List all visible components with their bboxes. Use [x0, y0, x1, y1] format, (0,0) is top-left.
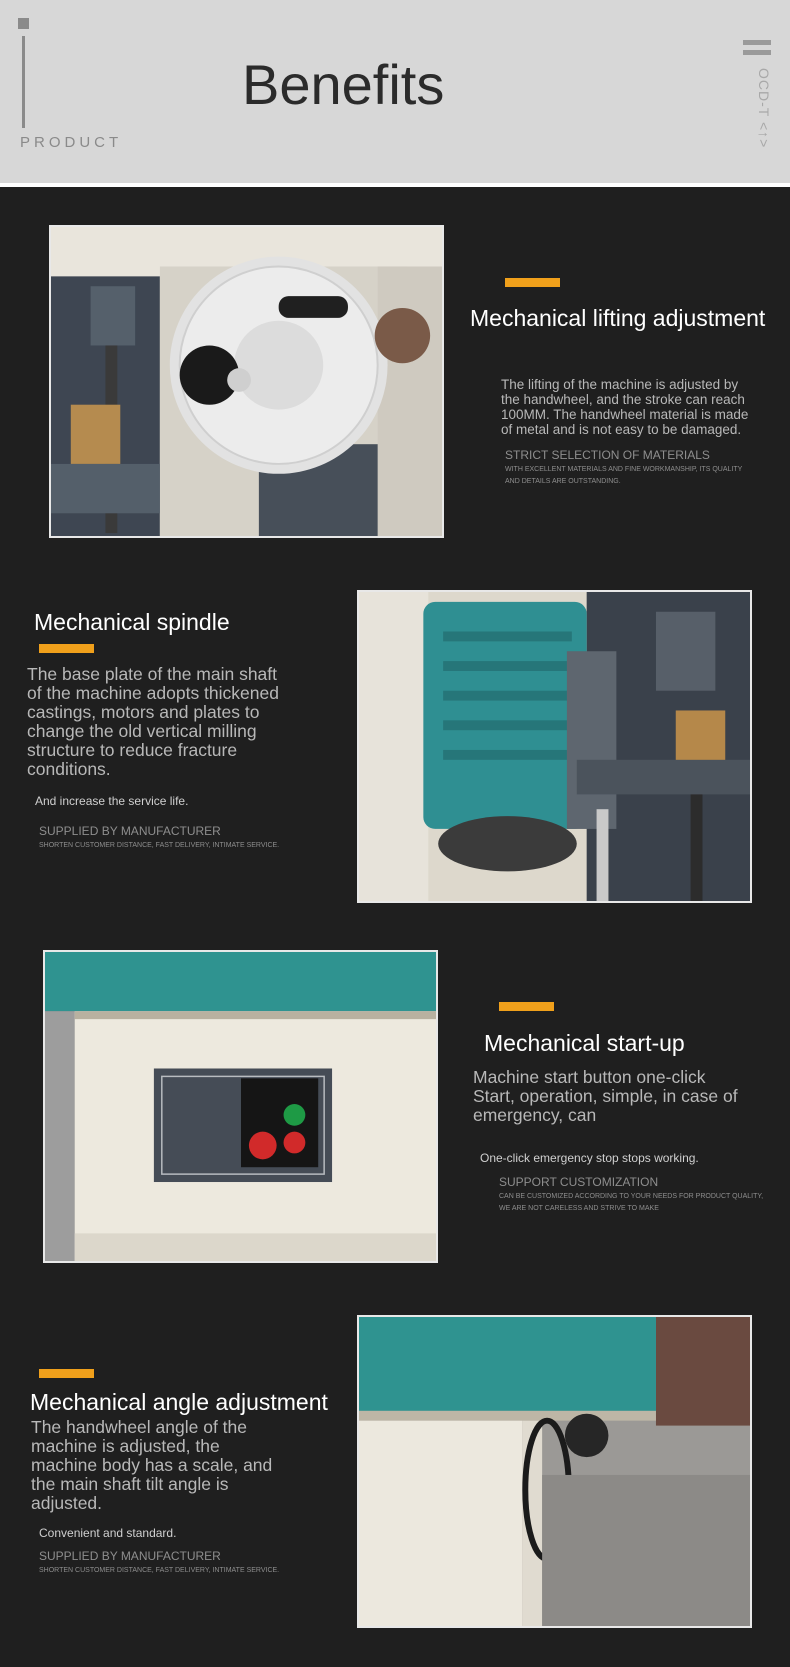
- start-button-panel-photo: [43, 950, 438, 1263]
- section-description: Machine start button one-click Start, operation, simple, in case of emergency, can: [473, 1067, 738, 1125]
- section-subheading: SUPPLIED BY MANUFACTURER: [39, 1549, 221, 1563]
- section-tiny-text: WITH EXCELLENT MATERIALS AND FINE WORKMANSHIP, ITS QUALITY AND DETAILS ARE OUTSTANDING.: [505, 466, 743, 485]
- section-subheading: SUPPLIED BY MANUFACTURER: [39, 824, 221, 838]
- section-tiny-text: SHORTEN CUSTOMER DISTANCE, FAST DELIVERY, INTIMATE SERVICE.: [39, 842, 280, 849]
- product-label: PRODUCT: [20, 134, 123, 151]
- accent-bar: [39, 1369, 94, 1378]
- section-extra-text: And increase the service life.: [35, 794, 189, 808]
- section-extra-text: One-click emergency stop stops working.: [480, 1151, 699, 1165]
- accent-bar: [505, 278, 560, 287]
- section-description: The base plate of the main shaft of the machine adopts thickened castings, motors and plates to change the old vertical milling structure to reduce fracture conditions.: [27, 664, 279, 779]
- section-heading: Mechanical lifting adjustment: [470, 305, 766, 331]
- header-square-decoration: [18, 18, 29, 29]
- menu-icon[interactable]: [743, 40, 771, 68]
- section-description: The lifting of the machine is adjusted by the handwheel, and the stroke can reach 100MM. The handwheel material is made of metal and is not easy to be damaged.: [501, 377, 749, 437]
- section-tiny-text: SHORTEN CUSTOMER DISTANCE, FAST DELIVERY, INTIMATE SERVICE.: [39, 1567, 280, 1574]
- section-subheading: SUPPORT CUSTOMIZATION: [499, 1175, 659, 1189]
- section-description: The handwheel angle of the machine is adjusted, the machine body has a scale, and the main shaft tilt angle is adjusted.: [31, 1417, 273, 1513]
- vertical-model-text: OCD-T <↑>: [756, 68, 772, 149]
- accent-bar: [39, 644, 94, 653]
- header-divider: [0, 183, 790, 187]
- section-heading: Mechanical spindle: [34, 609, 230, 635]
- page-header: [0, 0, 790, 183]
- spindle-motor-photo: [357, 590, 752, 903]
- section-heading: Mechanical angle adjustment: [30, 1389, 328, 1415]
- section-tiny-text: CAN BE CUSTOMIZED ACCORDING TO YOUR NEEDS FOR PRODUCT QUALITY, WE ARE NOT CARELESS AND STRIVE TO MAKE: [499, 1193, 764, 1212]
- handwheel-photo: [49, 225, 444, 538]
- section-extra-text: Convenient and standard.: [39, 1526, 177, 1540]
- page-title: Benefits: [242, 53, 445, 116]
- accent-bar: [499, 1002, 554, 1011]
- angle-handwheel-photo: [357, 1315, 752, 1628]
- section-heading: Mechanical start-up: [484, 1030, 685, 1056]
- section-subheading: STRICT SELECTION OF MATERIALS: [505, 448, 710, 462]
- header-vertical-line: [22, 36, 25, 128]
